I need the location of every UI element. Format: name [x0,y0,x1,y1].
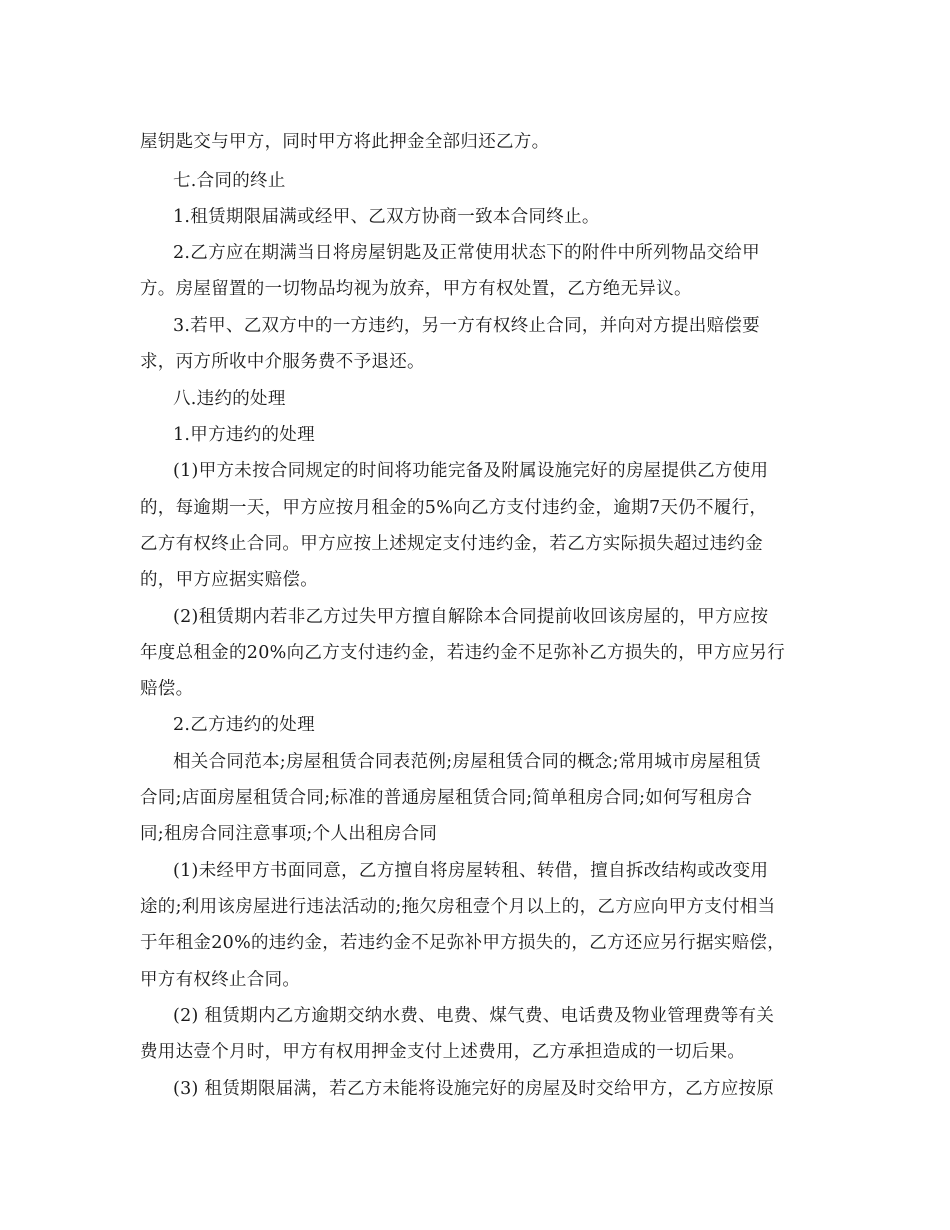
body-text-line: 求，丙方所收中介服务费不予退还。 [140,352,425,372]
body-text-line: 年度总租金的20%向乙方支付违约金，若违约金不足弥补乙方损失的，甲方应另行 [140,643,785,663]
body-text-line: 屋钥匙交与甲方，同时甲方将此押金全部归还乙方。 [140,132,550,152]
body-text-line: 1.租赁期限届满或经甲、乙双方协商一致本合同终止。 [173,207,600,227]
body-text-line: 的，每逾期一天，甲方应按月租金的5%向乙方支付违约金，逾期7天仍不履行， [140,498,768,518]
subsection-heading: 1.甲方违约的处理 [173,425,315,445]
section-heading: 八.违约的处理 [173,389,286,409]
body-text-line: (2)租赁期内若非乙方过失甲方擅自解除本合同提前收回该房屋的，甲方应按 [173,607,769,627]
body-text-line: 费用达壹个月时，甲方有权用押金支付上述费用，乙方承担造成的一切后果。 [140,1042,746,1062]
body-text-line: 相关合同范本;房屋租赁合同表范例;房屋租赁合同的概念;常用城市房屋租赁 [173,752,762,772]
body-text-line: 的，甲方应据实赔偿。 [140,570,318,590]
body-text-line: 乙方有权终止合同。甲方应按上述规定支付违约金，若乙方实际损失超过违约金 [140,534,763,554]
body-text-line: (2) 租赁期内乙方逾期交纳水费、电费、煤气费、电话费及物业管理费等有关 [173,1006,775,1026]
section-heading: 七.合同的终止 [173,171,286,191]
body-text-line: 3.若甲、乙双方中的一方违约，另一方有权终止合同，并向对方提出赔偿要 [173,316,760,336]
body-text-line: 合同;店面房屋租赁合同;标准的普通房屋租赁合同;简单租房合同;如何写租房合 [140,788,753,808]
body-text-line: (3) 租赁期限届满，若乙方未能将设施完好的房屋及时交给甲方，乙方应按原 [173,1079,775,1099]
body-text-line: 于年租金20%的违约金，若违约金不足弥补甲方损失的，乙方还应另行据实赔偿， [140,933,785,953]
body-text-line: 同;租房合同注意事项;个人出租房合同 [140,824,438,844]
subsection-heading: 2.乙方违约的处理 [173,715,315,735]
body-text-line: 方。房屋留置的一切物品均视为放弃，甲方有权处置，乙方绝无异议。 [140,279,692,299]
body-text-line: (1)甲方未按合同规定的时间将功能完备及附属设施完好的房屋提供乙方使用 [173,461,769,481]
body-text-line: 赔偿。 [140,679,194,699]
body-text-line: 甲方有权终止合同。 [140,970,301,990]
body-text-line: 途的;利用该房屋进行违法活动的;拖欠房租壹个月以上的，乙方应向甲方支付相当 [140,897,776,917]
body-text-line: (1)未经甲方书面同意，乙方擅自将房屋转租、转借，擅自拆改结构或改变用 [173,861,769,881]
body-text-line: 2.乙方应在期满当日将房屋钥匙及正常使用状态下的附件中所列物品交给甲 [173,243,760,263]
